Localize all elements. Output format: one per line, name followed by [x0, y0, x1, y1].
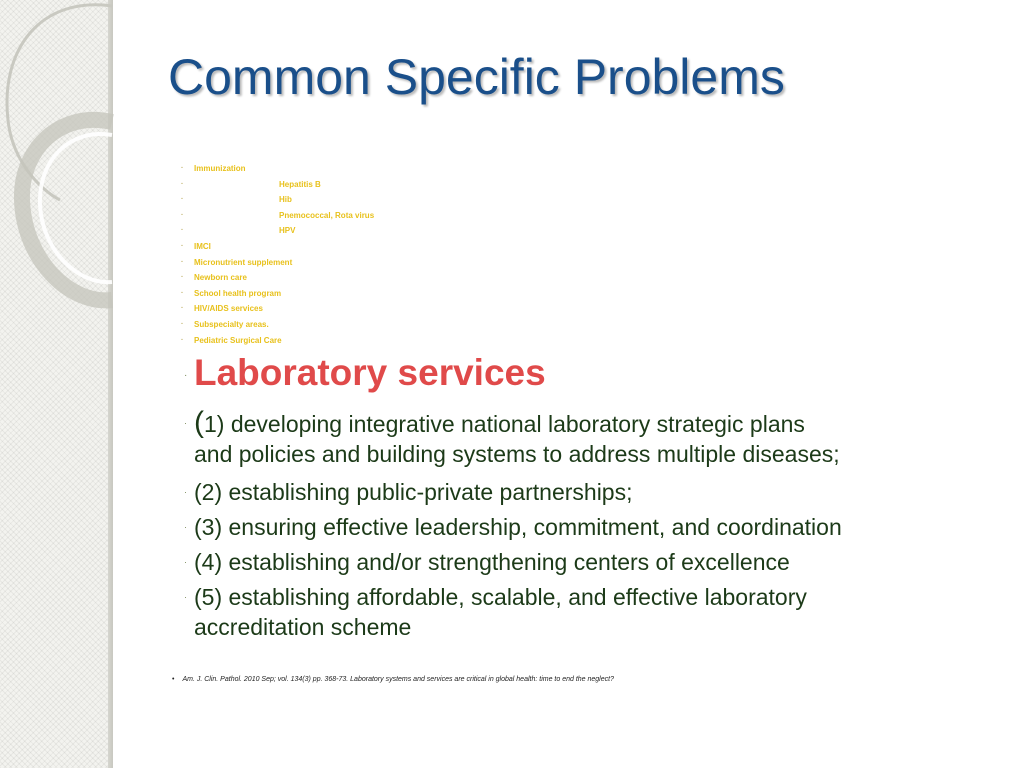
small-list-item-label: Subspecialty areas. — [194, 319, 269, 329]
small-list-item-label: HIV/AIDS services — [194, 304, 263, 314]
bullet-icon: · — [181, 258, 184, 266]
lab-item-text — [194, 477, 984, 507]
lab-item-body: (2) establishing public-private partnerships; — [194, 479, 633, 505]
footnote-bullet-icon: • — [172, 676, 175, 683]
lab-item-body: (3) ensuring effective leadership, commitment, and coordination — [194, 514, 842, 540]
bullet-icon: · — [181, 180, 184, 188]
lab-item-text — [194, 408, 984, 469]
lab-item-prefix: ( — [194, 406, 204, 439]
bullet-icon: · — [181, 305, 184, 313]
small-list-item-label: HPV — [279, 226, 296, 236]
small-list-item-label: Hib — [279, 195, 292, 205]
decorative-arc-inner — [40, 134, 112, 282]
bullet-icon: · — [184, 592, 187, 602]
small-list-item-label: IMCI — [194, 241, 211, 251]
bullet-icon: · — [184, 522, 187, 532]
heading-text: Laboratory services — [194, 352, 546, 393]
slide-title: Common Specific Problems — [168, 49, 785, 105]
decorative-arcs — [0, 0, 115, 330]
bullet-icon: · — [181, 336, 184, 344]
bullet-icon: · — [181, 242, 184, 250]
bullet-icon: · — [181, 196, 184, 204]
bullet-icon: · — [184, 370, 188, 381]
bullet-icon: · — [184, 418, 187, 428]
small-list-item-label: Newborn care — [194, 273, 247, 283]
bullet-icon: · — [181, 274, 184, 282]
small-list-item-label: Pediatric Surgical Care — [194, 335, 282, 345]
small-list-item-label: Immunization — [194, 164, 246, 173]
bullet-icon: · — [181, 227, 184, 235]
lab-item-body: (5) establishing affordable, scalable, and effective laboratory accreditation scheme — [194, 584, 807, 640]
small-list-item-label: Pnemococcal, Rota virus — [279, 210, 375, 220]
bullet-icon: · — [181, 211, 184, 219]
bullet-icon: · — [181, 289, 184, 297]
small-list-item-label: Hepatitis B — [279, 179, 321, 189]
bullet-icon: · — [181, 320, 184, 328]
bullet-icon: · — [181, 165, 184, 172]
footnote-text: Am. J. Clin. Pathol. 2010 Sep; vol. 134(3) pp. 368-73. Laboratory systems and services are critical in global health: time to end the neglect? — [182, 676, 614, 683]
lab-item-body: 1) developing integrative national laboratory strategic plans and policies and building systems to address multiple diseases; — [194, 411, 840, 467]
lab-item-text — [194, 582, 984, 642]
bullet-icon: · — [184, 557, 187, 567]
footnote — [172, 676, 614, 683]
lab-item-text — [194, 512, 984, 542]
lab-item-body: (4) establishing and/or strengthening centers of excellence — [194, 549, 790, 575]
lab-item-text — [194, 547, 984, 577]
bullet-icon: · — [184, 487, 187, 497]
small-list-item-label: Micronutrient supplement — [194, 257, 293, 267]
small-list-item-label: School health program — [194, 288, 282, 298]
decorative-arc-bottom — [22, 120, 112, 301]
